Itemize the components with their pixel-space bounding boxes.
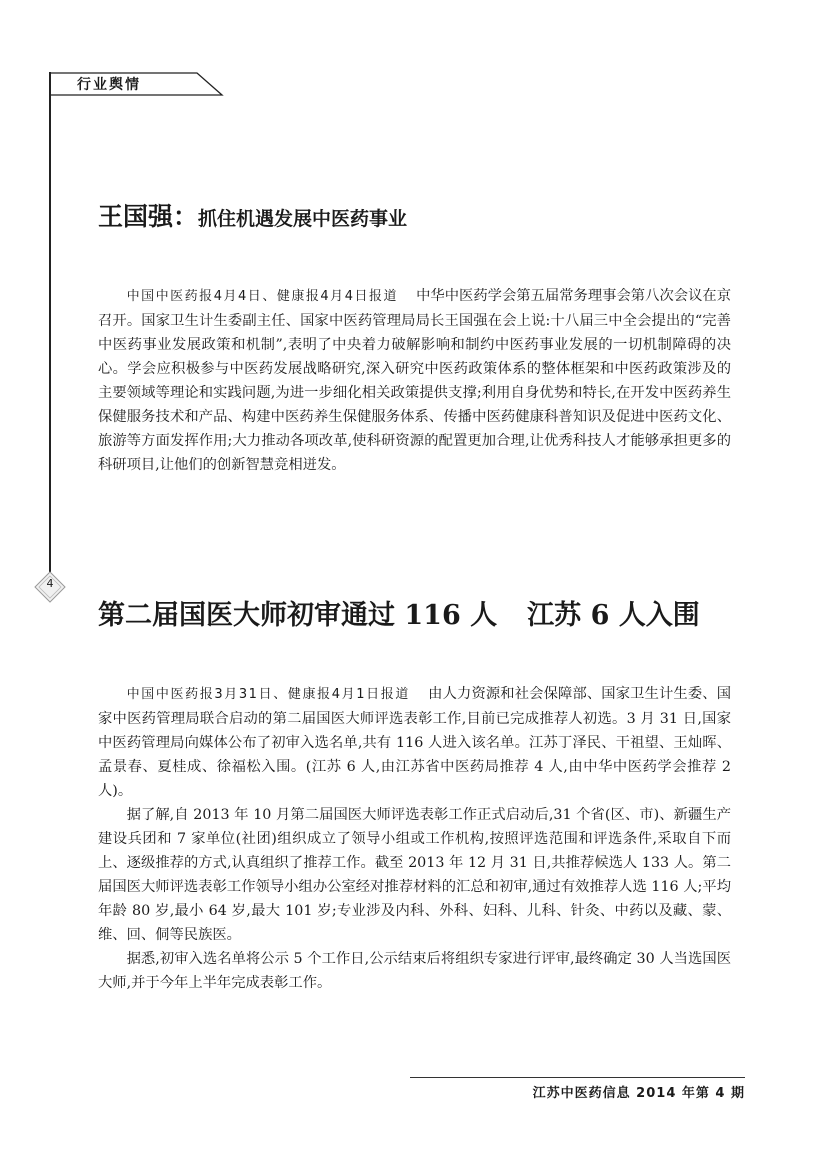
article2-paragraph-3: 据悉,初审入选名单将公示 5 个工作日,公示结束后将组织专家进行评审,最终确定 30 人当选国医大师,并于今年上半年完成表彰工作。 [98,951,731,991]
page-number-badge [34,571,66,603]
article1-title-sub: 抓住机遇发展中医药事业 [198,208,408,230]
article1-paragraph [98,284,731,477]
section-tag-label: 行业舆情 [77,77,141,93]
page-number: 4 [46,577,54,590]
article2-paragraph1: 由人力资源和社会保障部、国家卫生计生委、国家中医药管理局联合启动的第二届国医大师评选表彰工作,目前已完成推荐人初选。3 月 31 日,国家中医药管理局向媒体公布了初审入选名单,共有 116 人进入该名单。江苏丁泽民、干祖望、王灿晖、孟景春、夏桂成、徐福松入围。(江苏 6 人,由江苏省中医药局推荐 4 人,由中华中医药学会推荐 2 人)。 [98,686,732,799]
article1-body [98,284,731,477]
article1-title-main: 王国强 [98,202,174,231]
article1-paragraph1: 中华中医药学会第五届常务理事会第八次会议在京召开。国家卫生计生委副主任、国家中医药管理局局长王国强在会上说:十八届三中全会提出的“完善中医药事业发展政策和机制”,表明了中央着力破解影响和制约中医药事业发展的一切机制障碍的决心。学会应积极参与中医药发展战略研究,深入研究中医药政策体系的整体框架和中医药政策涉及的主要领域等理论和实践问题,为进一步细化相关政策提供支撑;利用自身优势和特长,在开发中医药养生保健服务技术和产品、构建中医药养生保健服务体系、传播中医药健康科普知识及促进中医药文化、旅游等方面发挥作用;大力推动各项改革,使科研资源的配置更加合理,让优秀科技人才能够承担更多的科研项目,让他们的创新智慧竞相迸发。 [98,288,732,473]
article2-title [98,593,700,632]
section-tag [49,72,224,94]
article2-paragraph-2: 据了解,自 2013 年 10 月第二届国医大师评选表彰工作正式启动后,31 个省(区、市)、新疆生产建设兵团和 7 家单位(社团)组织成立了领导小组或工作机构,按照评选范围和评选条件,采取自下而上、逐级推荐的方式,认真组织了推荐工作。截至 2013 年 12 月 31 日,共推荐候选人 133 人。第二届国医大师评选表彰工作领导小组办公室经对推荐材料的汇总和初审,通过有效推荐人选 116 人;平均年龄 80 岁,最小 64 岁,最大 101 岁;专业涉及内科、外科、妇科、儿科、针灸、中药以及藏、蒙、维、回、侗等民族医。 [98,807,731,943]
article2-source: 中国中医药报3月31日、健康报4月1日报道 [126,687,411,702]
article2-title-part1: 第二届国医大师初审通过 116 人 [98,600,498,631]
article1-source: 中国中医药报4月4日、健康报4月4日报道 [126,289,399,304]
article2-title-part2: 江苏 6 人入围 [527,600,700,631]
footer-rule [410,1077,745,1078]
article2-body [98,682,731,995]
margin-rule [49,72,51,572]
article1-title [98,197,407,233]
article1-title-sep: ： [173,202,199,231]
footer-journal: 江苏中医药信息 2014 年第 4 期 [532,1086,745,1101]
article2-paragraph-1 [98,682,731,803]
